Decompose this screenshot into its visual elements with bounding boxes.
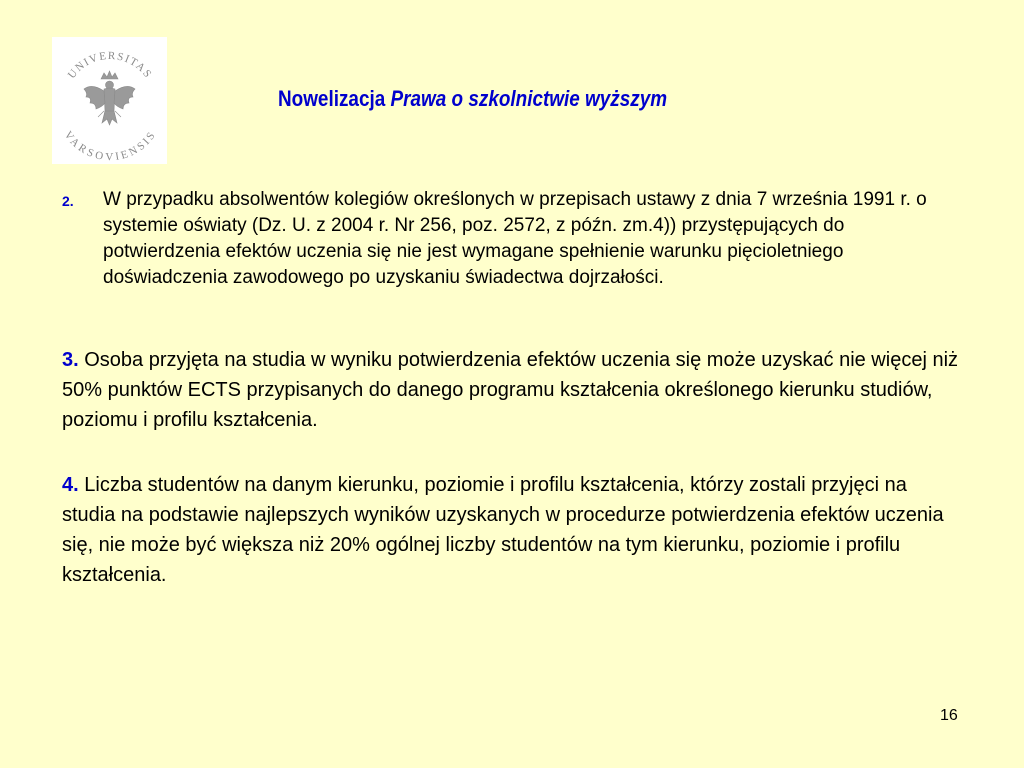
logo-text-top: UNIVERSITAS [65, 49, 155, 81]
point-3 [62, 345, 962, 435]
point-2-text: W przypadku absolwentów kolegiów określonych w przepisach ustawy z dnia 7 września 1991 r. o systemie oświaty (Dz. U. z 2004 r. Nr 256, poz. 2572, z późn. zm.4)) przystępujących do potwierdzenia efektów uczenia się nie jest wymagane spełnienie warunku pięcioletniego doświadczenia zawodowego po uzyskaniu świadectwa dojrzałości. [103, 189, 927, 288]
slide-title [278, 86, 667, 112]
university-logo [52, 37, 167, 164]
slide-number: 16 [940, 707, 958, 724]
point-3-number: 3. [62, 349, 85, 371]
point-4-text: Liczba studentów na danym kierunku, poziomie i profilu kształcenia, którzy zostali przyjęci na studia na podstawie najlepszych wyników uzyskanych w procedurze potwierdzenia efektów uczenia się, nie może być większa niż 20% ogólnej liczby studentów na tym kierunku, poziomie i profilu kształcenia. [62, 474, 944, 586]
point-4-number: 4. [62, 474, 85, 496]
point-2-number: 2. [62, 193, 74, 209]
title-italic: Prawa o szkolnictwie wyższym [390, 86, 668, 111]
logo-text-bottom: VARSOVIENSIS [61, 129, 159, 164]
title-plain: Nowelizacja [278, 86, 391, 111]
point-4 [62, 470, 962, 590]
point-3-text: Osoba przyjęta na studia w wyniku potwierdzenia efektów uczenia się może uzyskać nie więcej niż 50% punktów ECTS przypisanych do danego programu kształcenia określonego kierunku studiów, poziomu i profilu kształcenia. [62, 349, 959, 431]
